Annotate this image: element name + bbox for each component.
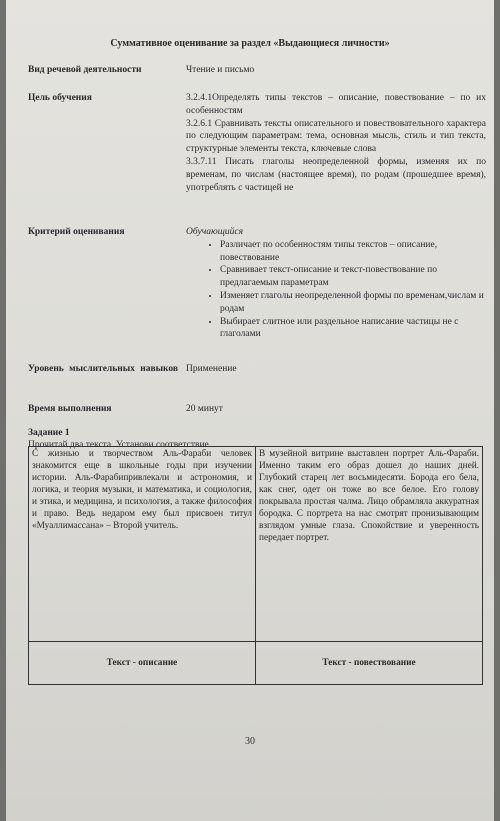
objective-item: 3.2.6.1 Сравнивать тексты описательного и повествовательного характера по следующим параметрам: тема, основная мысль, стиль и тип текста, структурные элементы текста, ключевые слова	[186, 118, 486, 155]
criteria-intro: Обучающийся	[186, 227, 244, 237]
label-description: Текст - описание	[29, 642, 256, 685]
page-number: 30	[245, 736, 255, 747]
text-right-cell: В музейной витрине выставлен портрет Аль-Фараби. Именно таким его образ дошел до наших дней. Глубокий старец лет восьмидесяти. Борода его бела, как снег, одет он тоже во все белое. Его голову покрывала простая чалма. Лицо обрамляла аккуратная бородка. С портрета на нас смотрят пронизывающим взглядом умные глаза. Спокойствие и уверенность передает портрет.	[256, 447, 483, 642]
texts-table	[28, 446, 483, 685]
criteria-item: • Сравнивает текст-описание и текст-повествование по предлагаемым параметрам	[220, 264, 486, 290]
activity-value: Чтение и письмо	[186, 65, 255, 75]
task-instruction: Прочитай два текста. Установи соответствие.	[28, 440, 212, 450]
objectives-list	[186, 92, 486, 194]
worksheet-page	[6, 0, 494, 821]
time-value: 20 минут	[186, 404, 223, 414]
criteria-item: • Различает по особенностям типы текстов – описание, повествование	[220, 239, 486, 265]
page-title: Суммативное оценивание за раздел «Выдающиеся личности»	[110, 38, 390, 49]
label-narration: Текст - повествование	[256, 642, 483, 685]
activity-label: Вид речевой деятельности	[28, 65, 142, 75]
criteria-item: • Изменяет глаголы неопределенной формы по временам,числам и родам	[220, 290, 486, 316]
task-title: Задание 1	[28, 428, 70, 438]
criteria-list	[186, 226, 486, 341]
text-left-cell: С жизнью и творчеством Аль-Фараби человек знакомится еще в школьные годы при изучении истории. Аль-Фарабипривлекали и астрономия, и логика, и теория музыки, и математика, и социология, и этика, и медицина, и психология, а также философия и право. Ведь недаром ему был присвоен титул «Муаллимассана» – Второй учитель.	[29, 447, 256, 642]
level-label: Уровень мыслительных навыков	[28, 364, 178, 374]
time-label: Время выполнения	[28, 404, 112, 414]
criteria-item: • Выбирает слитное или раздельное написание частицы не с глаголами	[220, 316, 486, 342]
objective-item: 3.2.4.1Определять типы текстов – описание, повествование – по их особенностям	[186, 93, 486, 116]
objectives-label: Цель обучения	[28, 93, 92, 103]
level-value: Применение	[186, 364, 237, 374]
objective-item: 3.3.7.11 Писать глаголы неопределенной формы, изменяя их по временам, по числам (настоящее время), по родам (прошедшее время), употреблять с частицей не	[186, 156, 486, 193]
criteria-label: Критерий оценивания	[28, 227, 125, 237]
